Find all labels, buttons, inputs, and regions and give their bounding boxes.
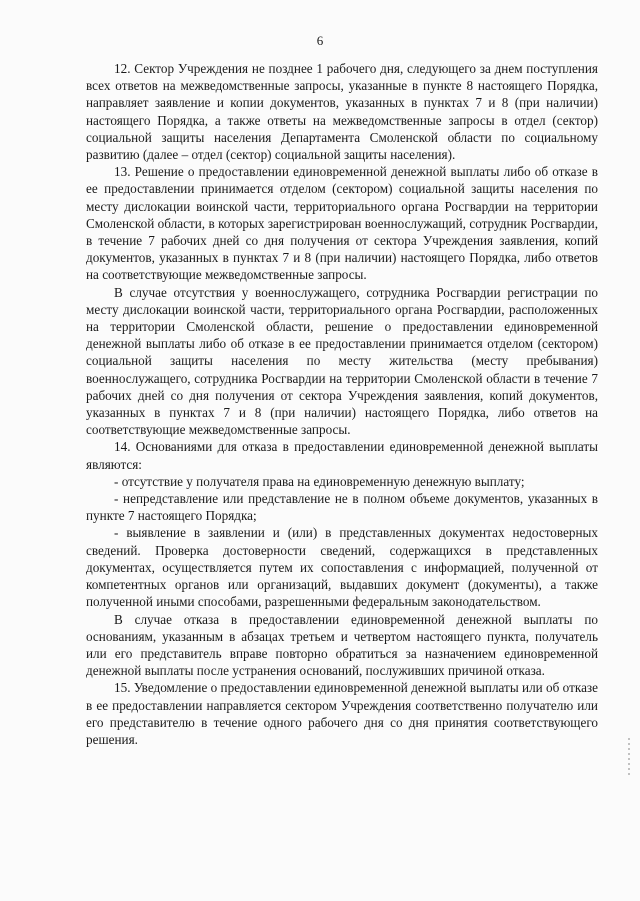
page-number: 6 [316, 33, 324, 48]
paragraph-13: 13. Решение о предоставлении единовременной денежной выплаты либо об отказе в ее предоставлении принимается отделом (сектором) социальной защиты населения по месту дислокации воинской части, территориального органа Росгвардии на территории Смоленской области, в которых зарегистрирован военнослужащий, сотрудник Росгвардии, в течение 7 рабочих дней со дня получения от сектора Учреждения заявления, копий документов, указанных в пунктах 7 и 8 (при наличии) настоящего Порядка, либо ответов на соответствующие межведомственные запросы. [86, 164, 598, 283]
paragraph-14: 14. Основаниями для отказа в предоставлении единовременной денежной выплаты являются: [86, 439, 598, 472]
list-item-false-information: - выявление в заявлении и (или) в представленных документах недостоверных сведений. Проверка достоверности сведений, содержащихся в представленных документах, осуществляется путем их сопоставления с информацией, полученной от компетентных органов или организаций, выдавших документ (документы), а также полученной иными способами, разрешенными федеральным законодательством. [86, 525, 598, 610]
paragraph-13-absent-registration: В случае отсутствия у военнослужащего, сотрудника Росгвардии регистрации по месту дислокации воинской части, территориального органа Росгвардии, расположенных на территории Смоленской области, решение о предоставлении единовременной денежной выплаты либо об отказе в ее предоставлении принимается отделом (сектором) социальной защиты населения по месту жительства (месту пребывания) военнослужащего, сотрудника Росгвардии на территории Смоленской области в течение 7 рабочих дней со дня получения от сектора Учреждения заявления, копий документов, указанных в пунктах 7 и 8 (при наличии) настоящего Порядка, либо ответов на соответствующие межведомственные запросы. [86, 284, 598, 438]
list-item-incomplete-documents: - непредставление или представление не в полном объеме документов, указанных в пункте 7 настоящего Порядка; [86, 491, 598, 524]
list-item-no-right: - отсутствие у получателя права на единовременную денежную выплату; [114, 473, 525, 489]
paragraph-14-repeat-application: В случае отказа в предоставлении единовременной денежной выплаты по основаниям, указанным в абзацах третьем и четвертом настоящего пункта, получатель или его представитель вправе повторно обратиться за назначением единовременной денежной выплаты после устранения оснований, послуживших причиной отказа. [86, 611, 598, 679]
paragraph-15: 15. Уведомление о предоставлении единовременной денежной выплаты или об отказе в ее предоставлении направляется сектором Учреждения соответственно получателю или его представителю в течение одного рабочего дня со дня принятия соответствующего решения. [86, 680, 598, 747]
paragraph-12: 12. Сектор Учреждения не позднее 1 рабочего дня, следующего за днем поступления всех ответов на межведомственные запросы, указанные в пункте 8 настоящего Порядка, направляет заявление и копии документов, указанных в пунктах 7 и 8 (при наличии) настоящего Порядка, а также ответы на межведомственные запросы в отдел (сектор) социальной защиты населения Департамента Смоленской области по социальному развитию (далее – отдел (сектор) социальной защиты населения). [86, 61, 598, 163]
document-body [86, 60, 598, 748]
scan-artifact [628, 738, 630, 778]
